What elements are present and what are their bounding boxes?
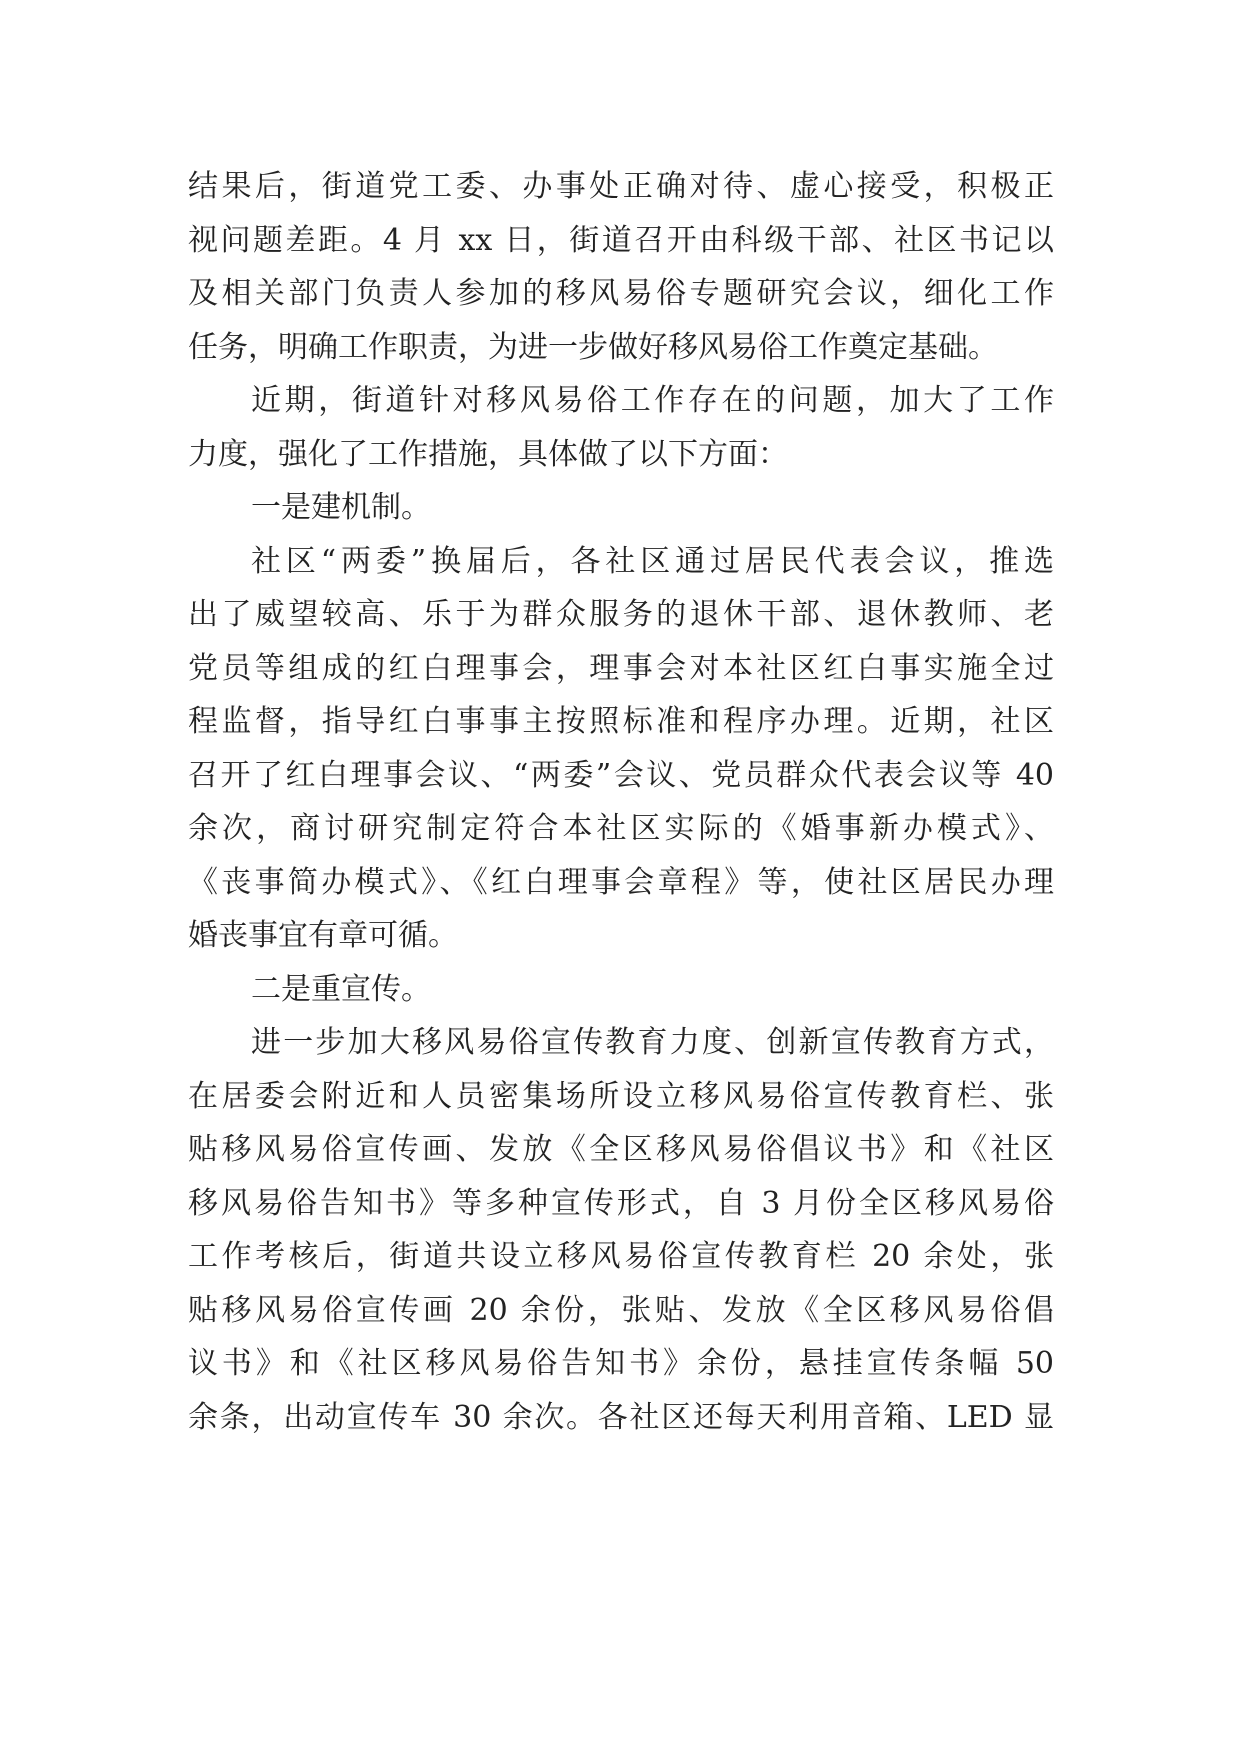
text-line: 贴移风易俗宣传画 20 余份，张贴、发放《全区移风易俗倡: [188, 1292, 1054, 1328]
text-line: 力度，强化了工作措施，具体做了以下方面：: [188, 436, 788, 472]
text-line: 移风易俗告知书》等多种宣传形式，自 3 月份全区移风易俗: [188, 1185, 1054, 1221]
text-line: 余条，出动宣传车 30 余次。各社区还每天利用音箱、LED 显: [188, 1399, 1054, 1435]
text-line: 程监督，指导红白事事主按照标准和程序办理。近期，社区: [188, 704, 1054, 739]
section-heading: 二是重宣传。: [251, 971, 431, 1007]
text-line: 召开了红白理事会议、“两委”会议、党员群众代表会议等 40: [188, 757, 1054, 793]
text-line: 余次，商讨研究制定符合本社区实际的《婚事新办模式》、: [188, 811, 1054, 846]
text-line: 出了威望较高、乐于为群众服务的退休干部、退休教师、老: [188, 597, 1054, 632]
document-body: [188, 160, 1054, 1444]
paragraph-first-line: 近期，街道针对移风易俗工作存在的问题，加大了工作: [251, 383, 1054, 418]
paragraph-first-line: 进一步加大移风易俗宣传教育力度、创新宣传教育方式，: [251, 1025, 1054, 1060]
text-line: 《丧事简办模式》、《红白理事会章程》等，使社区居民办理: [188, 864, 1054, 900]
text-line: 及相关部门负责人参加的移风易俗专题研究会议，细化工作: [188, 276, 1054, 311]
text-line: 党员等组成的红白理事会，理事会对本社区红白事实施全过: [188, 650, 1054, 686]
text-line: 视问题差距。4 月 xx 日，街道召开由科级干部、社区书记以: [188, 222, 1054, 258]
section-heading: 一是建机制。: [251, 490, 431, 525]
paragraph-first-line: 社区“两委”换届后，各社区通过居民代表会议，推选: [251, 543, 1054, 579]
text-line: 在居委会附近和人员密集场所设立移风易俗宣传教育栏、张: [188, 1078, 1054, 1114]
text-line: 贴移风易俗宣传画、发放《全区移风易俗倡议书》和《社区: [188, 1132, 1054, 1167]
text-line: 结果后，街道党工委、办事处正确对待、虚心接受，积极正: [188, 169, 1054, 204]
text-line: 任务，明确工作职责，为进一步做好移风易俗工作奠定基础。: [188, 329, 998, 365]
text-line: 工作考核后，街道共设立移风易俗宣传教育栏 20 余处，张: [188, 1239, 1054, 1274]
text-line: 婚丧事宜有章可循。: [188, 918, 458, 953]
text-line: 议书》和《社区移风易俗告知书》余份，悬挂宣传条幅 50: [188, 1346, 1054, 1381]
